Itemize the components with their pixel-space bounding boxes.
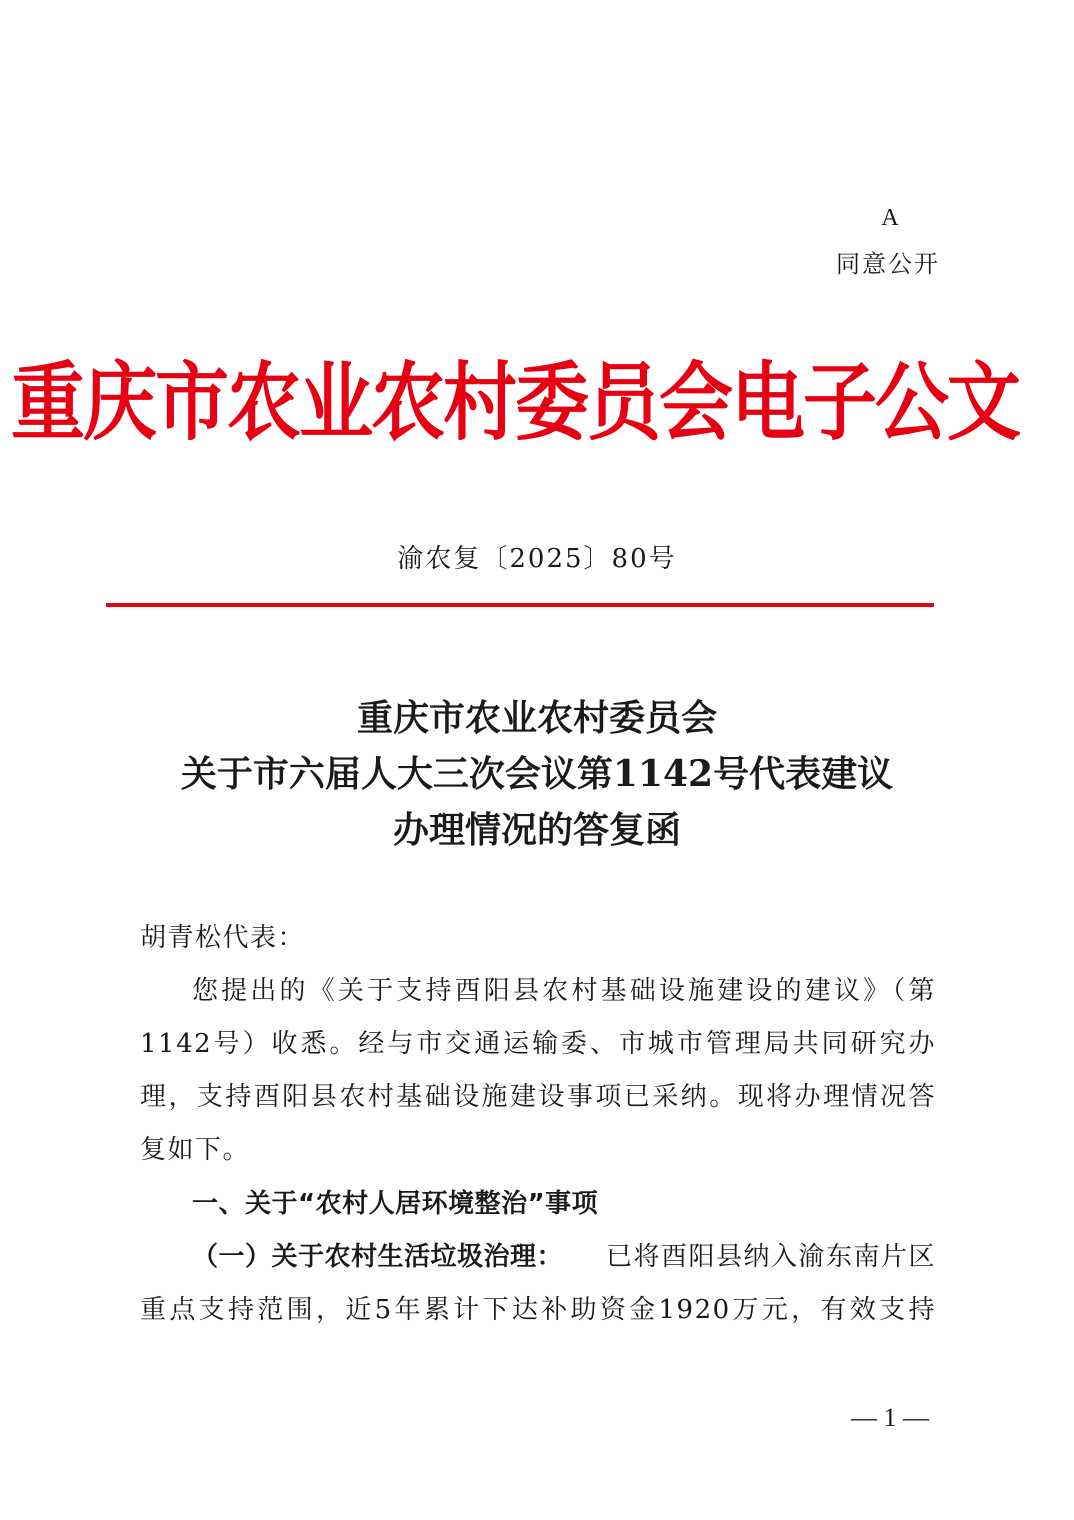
- subsection-1-heading: （一）关于农村生活垃圾治理：: [192, 1242, 564, 1272]
- section-1-heading: 一、关于“农村人居环境整治”事项: [192, 1189, 599, 1219]
- title-line-3: 办理情况的答复函: [392, 809, 681, 851]
- red-divider-line: [106, 603, 934, 607]
- document-grade: A: [881, 205, 899, 231]
- paragraph-1-line-4: 复如下。: [140, 1135, 251, 1165]
- paragraph-1-line-3: 理，支持酉阳县农村基础设施建设事项已采纳。现将办理情况答: [140, 1082, 936, 1112]
- title-line-2: 关于市六届人大三次会议第1142号代表建议: [180, 753, 894, 795]
- letterhead-title: 重庆市农业农村委员会电子公文: [11, 353, 1019, 453]
- salutation: 胡青松代表：: [140, 923, 306, 953]
- document-number: 渝农复〔2025〕80号: [397, 544, 677, 574]
- paragraph-1-line-1: 您提出的《关于支持酉阳县农村基础设施建设的建议》（第: [192, 976, 936, 1006]
- subsection-1-line-2: 重点支持范围，近5年累计下达补助资金1920万元，有效支持: [140, 1295, 936, 1325]
- title-line-1: 重庆市农业农村委员会: [356, 697, 717, 739]
- subsection-1-line-1: [192, 1237, 936, 1277]
- page-number: — 1 —: [851, 1403, 929, 1432]
- public-notice: 同意公开: [836, 250, 940, 278]
- subsection-1-text: 已将酉阳县纳入渝东南片区: [605, 1242, 936, 1272]
- paragraph-1-line-2: 1142号）收悉。经与市交通运输委、市城市管理局共同研究办: [140, 1029, 936, 1059]
